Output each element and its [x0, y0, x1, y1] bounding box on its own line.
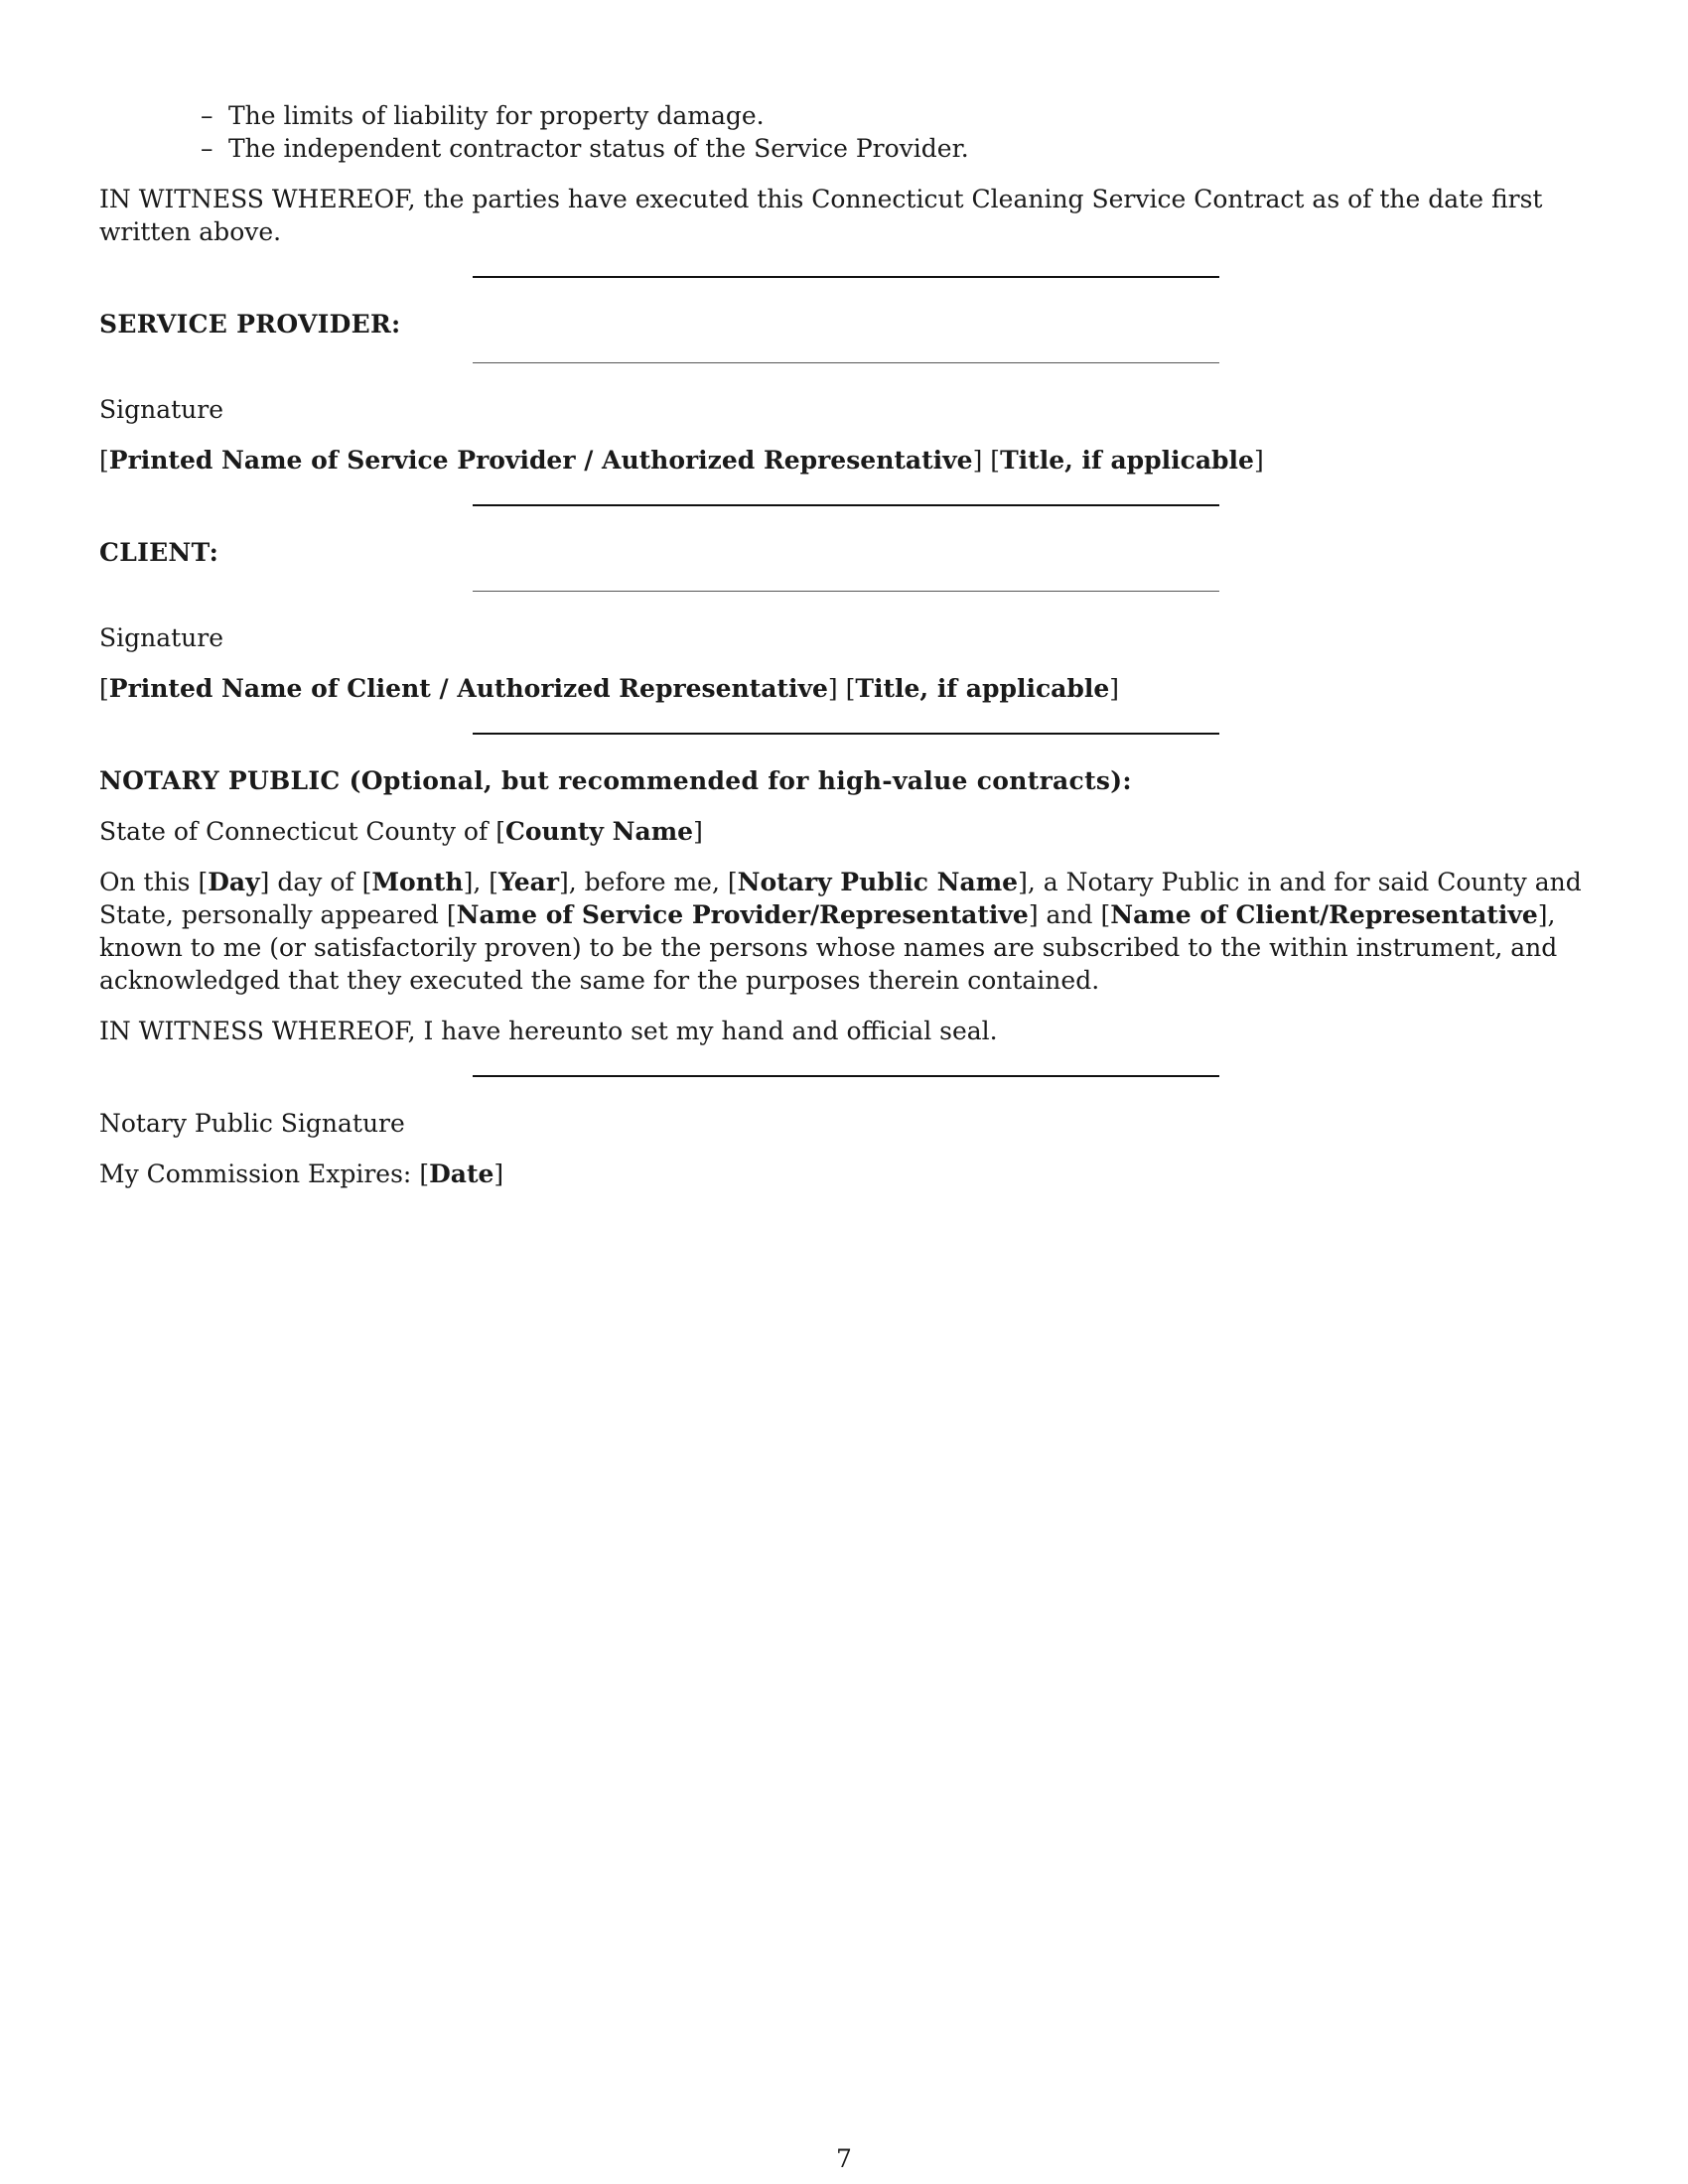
- commission-label: My Commission Expires:: [99, 1160, 420, 1188]
- list-item: [201, 99, 1589, 132]
- state-text: State of Connecticut County of: [99, 817, 496, 846]
- witness-intro: IN WITNESS WHEREOF, the parties have executed this Connecticut Cleaning Service Contract as of the date first written above.: [99, 185, 1543, 246]
- client-name-placeholder: Printed Name of Client / Authorized Representative: [108, 674, 828, 703]
- client-signature-label: Signature: [99, 623, 224, 652]
- month-placeholder: Month: [371, 868, 464, 896]
- ack-text: , before me,: [568, 868, 728, 896]
- notary-top-rule: [473, 733, 1219, 735]
- bullet-text: The limits of liability for property damage.: [228, 101, 765, 130]
- client-title-placeholder: Title, if applicable: [855, 674, 1110, 703]
- bullet-text: The independent contractor status of the Service Provider.: [228, 134, 969, 163]
- ack-text: On this: [99, 868, 199, 896]
- client-top-rule: [473, 504, 1219, 506]
- day-placeholder: Day: [208, 868, 260, 896]
- provider-heading: SERVICE PROVIDER:: [99, 310, 401, 339]
- client-rep-placeholder: Name of Client/Representative: [1110, 900, 1538, 929]
- notary-acknowledgment: On this [Day] day of [Month], [Year], before me, [Notary Public Name], a Notary Public in and for said County and State, personally appeared [Name of Service Provider/Representative] and [Name of Client/Representative], known to me (or satisfactorily proven) to be the persons whose names are subscribed to the within instrument, and acknowledged that they executed the same for the purposes therein contained.: [99, 868, 1582, 995]
- ack-text: , known to me (or satisfactorily proven) to be the persons whose names are subscribed to the within instrument, and acknowledged that they executed the same for the purposes therein contained.: [99, 900, 1558, 995]
- client-signature-line[interactable]: [473, 591, 1219, 592]
- provider-rep-placeholder: Name of Service Provider/Representative: [456, 900, 1029, 929]
- bullet-list: [201, 99, 1589, 165]
- county-placeholder: County Name: [504, 817, 694, 846]
- notary-signature-label: Notary Public Signature: [99, 1109, 405, 1138]
- ack-text: and: [1038, 900, 1101, 929]
- ack-text: day of: [269, 868, 362, 896]
- provider-name-placeholder: Printed Name of Service Provider / Authorized Representative: [108, 446, 973, 475]
- provider-signature-label: Signature: [99, 395, 224, 424]
- page-content: [99, 99, 1589, 1208]
- notary-name-placeholder: Notary Public Name: [737, 868, 1019, 896]
- list-item: [201, 132, 1589, 165]
- provider-signature-line[interactable]: [473, 362, 1219, 363]
- client-printed-name: [Printed Name of Client / Authorized Representative] [Title, if applicable]: [99, 674, 1120, 703]
- notary-signature-line[interactable]: [473, 1075, 1219, 1077]
- notary-commission: My Commission Expires: [Date]: [99, 1160, 504, 1188]
- provider-top-rule: [473, 276, 1219, 278]
- commission-date-placeholder: Date: [429, 1160, 494, 1188]
- bullet-dash: –: [201, 134, 213, 163]
- notary-witness: IN WITNESS WHEREOF, I have hereunto set my hand and official seal.: [99, 1017, 998, 1045]
- ack-text: , a Notary Public in and for said County and State, personally appeared: [99, 868, 1582, 929]
- page-number: 7: [836, 2144, 852, 2173]
- year-placeholder: Year: [498, 868, 559, 896]
- client-heading: CLIENT:: [99, 538, 219, 567]
- notary-heading: NOTARY PUBLIC (Optional, but recommended for high-value contracts):: [99, 766, 1132, 795]
- provider-title-placeholder: Title, if applicable: [1000, 446, 1254, 475]
- notary-state-county: State of Connecticut County of [County Name]: [99, 817, 703, 846]
- provider-printed-name: [Printed Name of Service Provider / Authorized Representative] [Title, if applicable]: [99, 446, 1264, 475]
- bullet-dash: –: [201, 101, 213, 130]
- ack-text: ,: [473, 868, 490, 896]
